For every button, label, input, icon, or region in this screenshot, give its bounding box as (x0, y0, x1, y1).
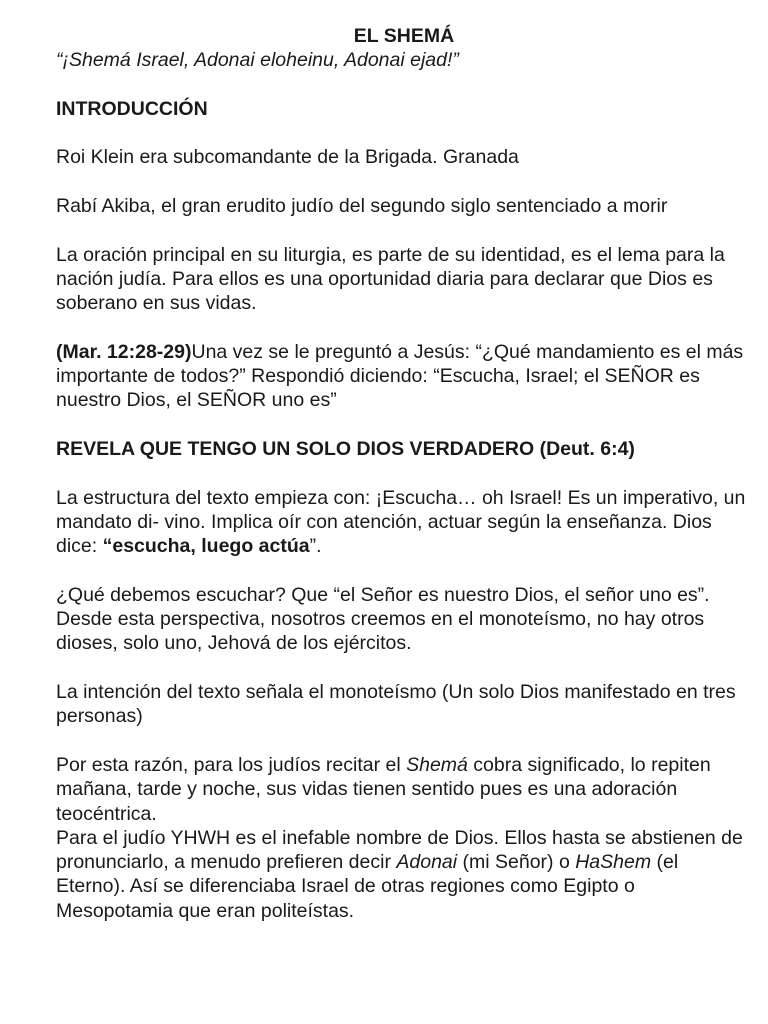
paragraph-end: ”. (309, 535, 322, 558)
paragraph-yhwh (56, 826, 746, 923)
italic-term: HaShem (575, 851, 652, 874)
paragraph-text: (mi Señor) o (457, 851, 576, 874)
paragraph-oracion-principal: La oración principal en su liturgia, es parte de su identidad, es el lema para la nación judía. Para ellos es una oportunidad diaria para declarar que Dios es soberano en sus vidas. (56, 243, 725, 315)
paragraph-text: La estructura del texto empieza con: ¡Escucha… oh Israel! Es un imperativo, un mandato di- vino. Implica oír con atención, actuar según la enseñanza. Dios dice: (56, 486, 746, 558)
paragraph-text: Para el judío YHWH es el inefable nombre de Dios. Ellos hasta se abstienen de pronunciarlo, a menudo prefieren decir (56, 826, 743, 874)
document-page (56, 24, 746, 923)
emphasis-text: “escucha, luego actúa (102, 535, 310, 558)
paragraph-text: Una vez se le preguntó a Jesús: “¿Qué mandamiento es el más importante de todos?” Respondió diciendo: “Escucha, Israel; el SEÑOR es nuestro Dios, el SEÑOR uno es” (56, 340, 744, 412)
italic-term: Adonai (396, 851, 458, 874)
italic-term: Shemá (406, 753, 468, 776)
paragraph-text: cobra significado, lo repiten mañana, tarde y noche, sus vidas tienen sentido pues es una adoración teocéntrica. (56, 753, 711, 825)
section-heading-introduccion: INTRODUCCIÓN (56, 97, 208, 120)
paragraph-roi-klein: Roi Klein era subcomandante de la Brigada. Granada (56, 146, 519, 169)
paragraph-que-escuchar: ¿Qué debemos escuchar? Que “el Señor es nuestro Dios, el señor uno es”. Desde esta perspectiva, nosotros creemos en el monoteísmo, no hay otros dioses, solo uno, Jehová de los ejércitos. (56, 583, 710, 655)
document-subtitle: “¡Shemá Israel, Adonai eloheinu, Adonai ejad!” (56, 49, 459, 72)
paragraph-intencion: La intención del texto señala el monoteísmo (Un solo Dios manifestado en tres personas) (56, 681, 736, 728)
section-heading-revela: REVELA QUE TENGO UN SOLO DIOS VERDADERO (Deut. 6:4) (56, 438, 635, 461)
paragraph-estructura (56, 486, 746, 559)
paragraph-text: (el Eterno). Así se diferenciaba Israel de otras regiones como Egipto o Mesopotamia que eran politeístas. (56, 851, 679, 922)
paragraph-text: Por esta razón, para los judíos recitar el (56, 753, 407, 776)
document-title: EL SHEMÁ (353, 25, 455, 47)
paragraph-rabi-akiba: Rabí Akiba, el gran erudito judío del segundo siglo sentenciado a morir (56, 195, 668, 218)
paragraph-por-esta-razon (56, 753, 746, 826)
bible-reference: (Mar. 12:28-29) (56, 340, 192, 363)
paragraph-marcos-reference (56, 340, 746, 413)
